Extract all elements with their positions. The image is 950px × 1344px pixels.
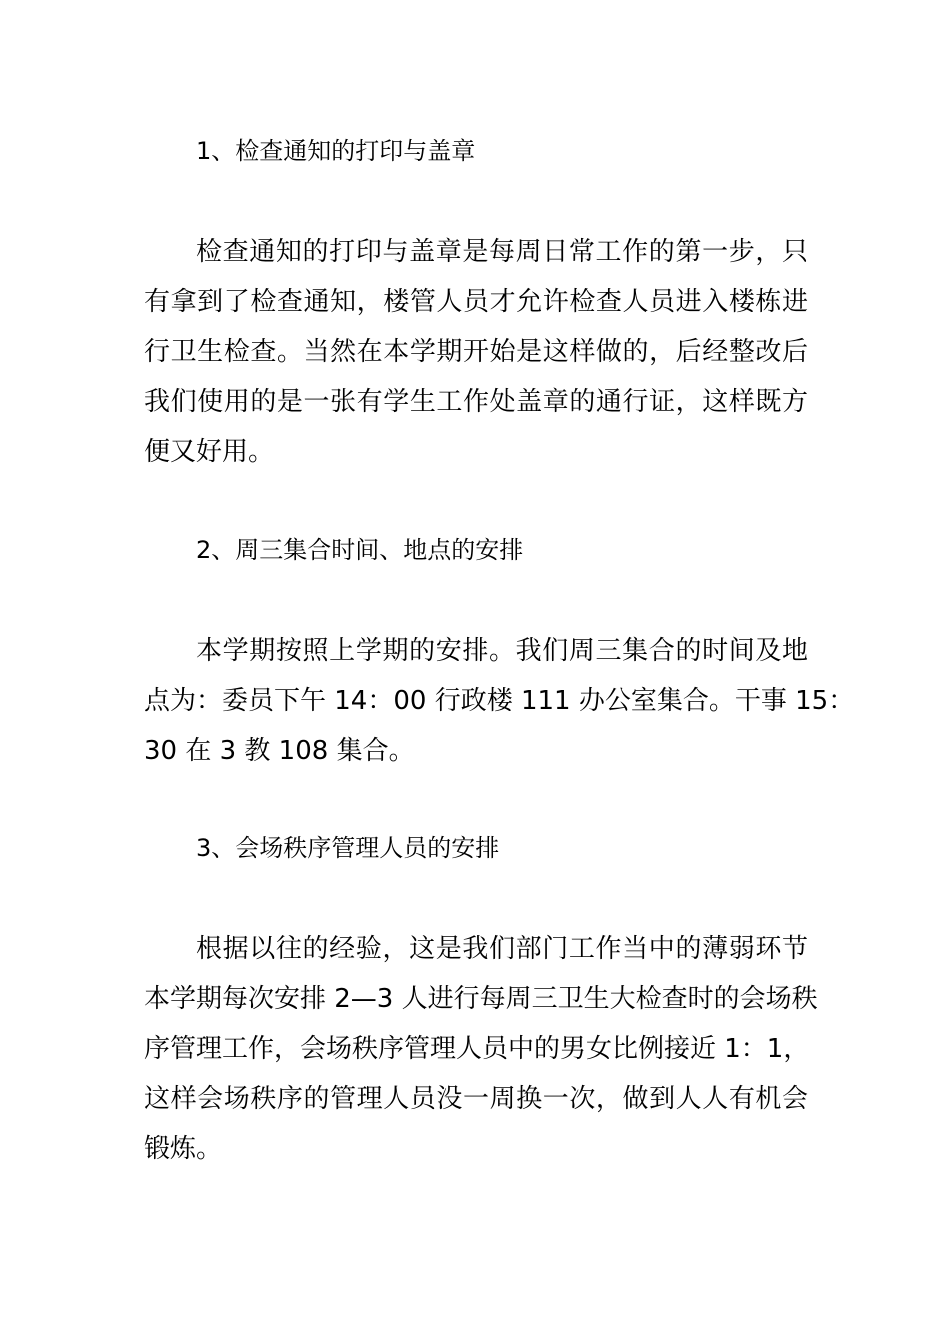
section-paragraph: [144, 626, 855, 776]
paragraph-line: 根据以往的经验，这是我们部门工作当中的薄弱环节: [196, 934, 808, 964]
paragraph-line: 序管理工作，会场秩序管理人员中的男女比例接近 1：1，: [144, 1034, 810, 1064]
paragraph-line: 行卫生检查。当然在本学期开始是这样做的，后经整改后: [144, 337, 808, 367]
paragraph-line: 本学期每次安排 2—3 人进行每周三卫生大检查时的会场秩: [144, 984, 818, 1014]
section-heading: 3、会场秩序管理人员的安排: [196, 834, 500, 862]
paragraph-line: 本学期按照上学期的安排。我们周三集合的时间及地: [196, 636, 808, 666]
section-paragraph: [144, 924, 818, 1174]
paragraph-line: 检查通知的打印与盖章是每周日常工作的第一步，只: [196, 237, 808, 267]
paragraph-line: 30 在 3 教 108 集合。: [144, 736, 415, 766]
paragraph-line: 有拿到了检查通知，楼管人员才允许检查人员进入楼栋进: [144, 287, 808, 317]
section-paragraph: [144, 227, 808, 477]
paragraph-line: 这样会场秩序的管理人员没一周换一次，做到人人有机会: [144, 1084, 808, 1114]
section-heading: 2、周三集合时间、地点的安排: [196, 536, 524, 564]
paragraph-line: 锻炼。: [144, 1134, 223, 1164]
section-heading: 1、检查通知的打印与盖章: [196, 137, 476, 165]
paragraph-line: 便又好用。: [144, 437, 275, 467]
paragraph-line: 我们使用的是一张有学生工作处盖章的通行证，这样既方: [144, 387, 808, 417]
paragraph-line: 点为：委员下午 14：00 行政楼 111 办公室集合。干事 15：: [144, 686, 855, 716]
